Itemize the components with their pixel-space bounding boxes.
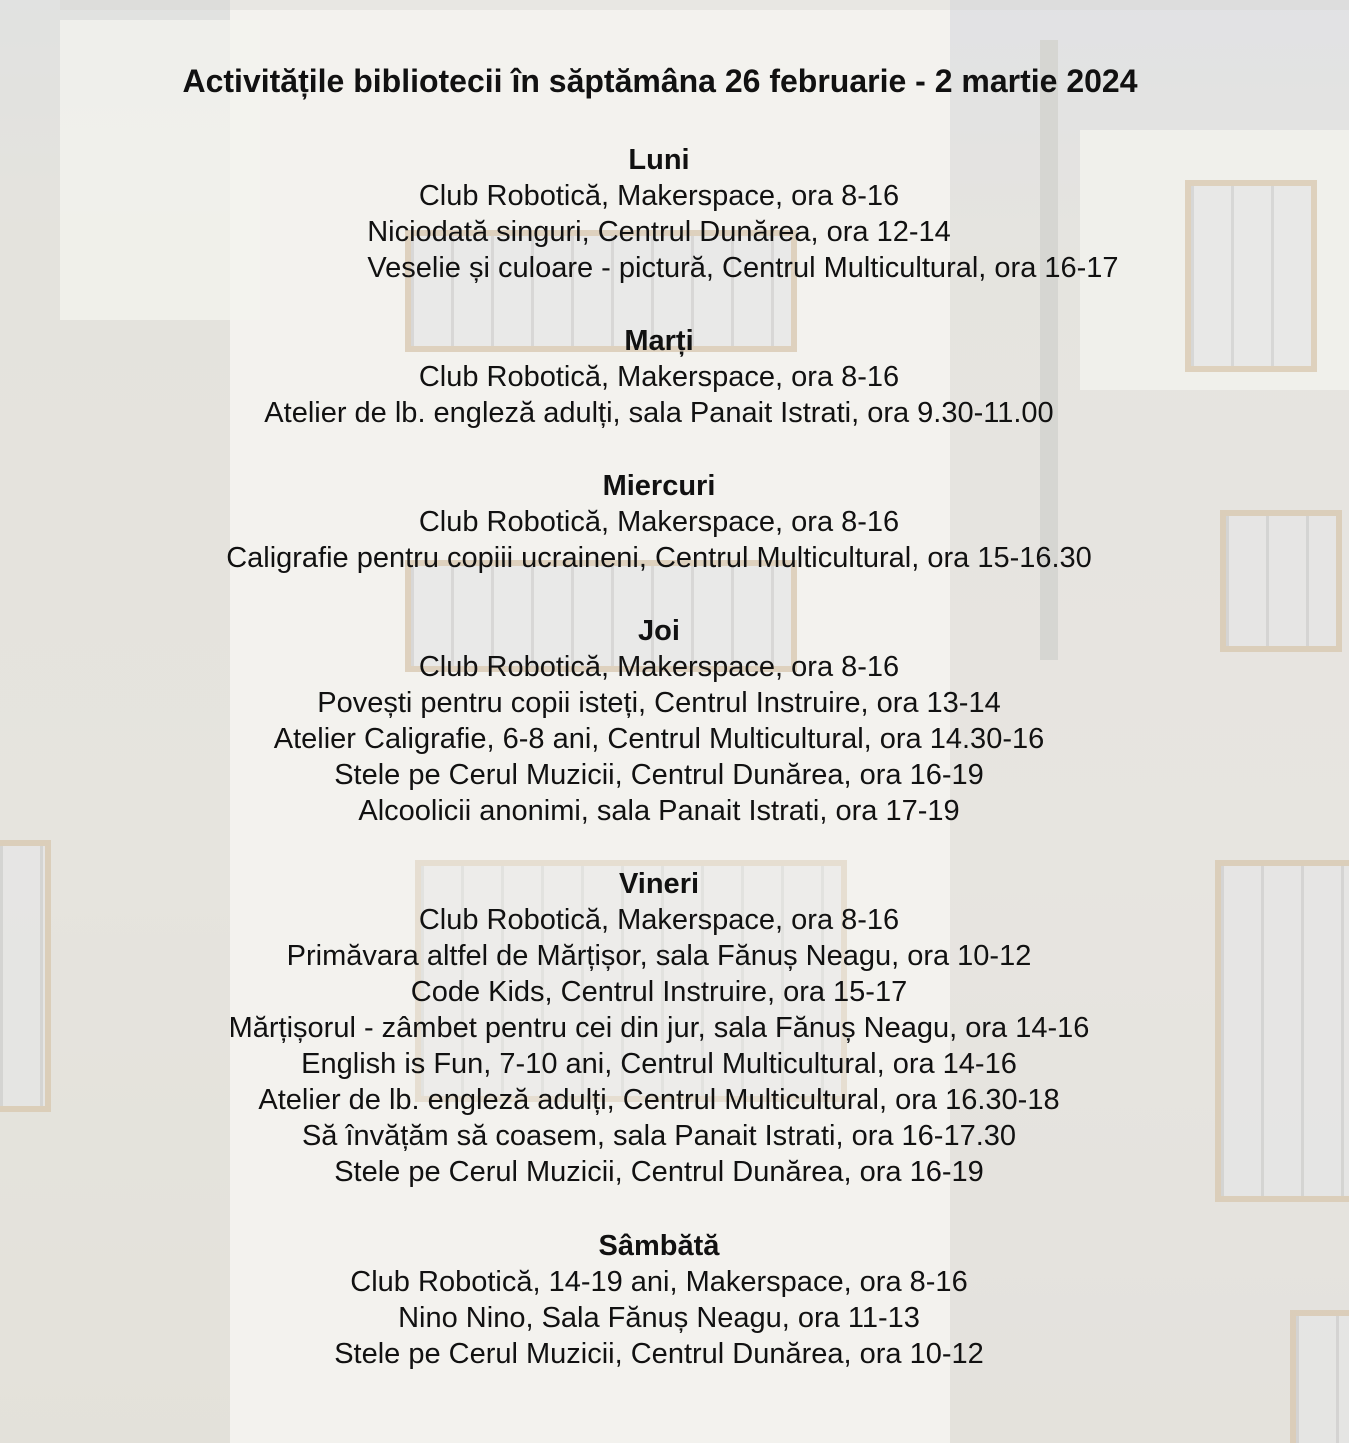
poster-title: Activitățile bibliotecii în săptămâna 26 februarie - 2 martie 2024 <box>182 63 1138 99</box>
activity-item: Club Robotică, 14-19 ani, Makerspace, ora 8-16 <box>350 1266 968 1298</box>
day-joi <box>0 613 1318 829</box>
activity-item: Stele pe Cerul Muzicii, Centrul Dunărea, ora 10-12 <box>334 1338 984 1370</box>
activity-item: Atelier Caligrafie, 6-8 ani, Centrul Multicultural, ora 14.30-16 <box>273 723 1045 755</box>
activity-item: Atelier de lb. engleză adulți, sala Panait Istrati, ora 9.30-11.00 <box>264 397 1054 429</box>
day-name: Vineri <box>618 868 700 900</box>
day-name: Marți <box>624 325 694 357</box>
day-marti <box>0 323 1318 431</box>
activity-item: Veselie și culoare - pictură, Centrul Multicultural, ora 16-17 <box>367 252 1119 284</box>
activity-item: Nino Nino, Sala Fănuș Neagu, ora 11-13 <box>398 1302 920 1334</box>
activity-item: Mărțișorul - zâmbet pentru cei din jur, sala Fănuș Neagu, ora 14-16 <box>228 1012 1090 1044</box>
day-sambata <box>0 1228 1318 1372</box>
activity-item: Povești pentru copii isteți, Centrul Instruire, ora 13-14 <box>317 687 1001 719</box>
activity-item: Club Robotică, Makerspace, ora 8-16 <box>418 651 900 683</box>
activity-item: Club Robotică, Makerspace, ora 8-16 <box>418 904 900 936</box>
activity-item: Să învățăm să coasem, sala Panait Istrati, ora 16-17.30 <box>301 1120 1017 1152</box>
day-name: Sâmbătă <box>598 1230 720 1262</box>
activity-item: Stele pe Cerul Muzicii, Centrul Dunărea, ora 16-19 <box>334 1156 984 1188</box>
day-luni <box>0 142 1318 286</box>
activity-item: Club Robotică, Makerspace, ora 8-16 <box>418 361 900 393</box>
activity-item: Caligrafie pentru copiii ucraineni, Centrul Multicultural, ora 15-16.30 <box>226 542 1092 574</box>
activity-item: Stele pe Cerul Muzicii, Centrul Dunărea, ora 16-19 <box>334 759 984 791</box>
activity-item: English is Fun, 7-10 ani, Centrul Multicultural, ora 14-16 <box>301 1048 1017 1080</box>
day-vineri <box>0 866 1318 1190</box>
day-name: Joi <box>638 615 680 647</box>
activity-item: Club Robotică, Makerspace, ora 8-16 <box>418 506 900 538</box>
activity-item: Primăvara altfel de Mărțișor, sala Fănuș Neagu, ora 10-12 <box>286 940 1032 972</box>
day-name: Luni <box>628 144 690 176</box>
activity-item: Club Robotică, Makerspace, ora 8-16 <box>418 180 900 212</box>
activity-item: Niciodată singuri, Centrul Dunărea, ora 12-14 <box>367 216 951 248</box>
activity-item: Code Kids, Centrul Instruire, ora 15-17 <box>410 976 908 1008</box>
activity-item: Atelier de lb. engleză adulți, Centrul Multicultural, ora 16.30-18 <box>258 1084 1060 1116</box>
activity-item: Alcoolicii anonimi, sala Panait Istrati, ora 17-19 <box>358 795 960 827</box>
day-miercuri <box>0 468 1318 576</box>
day-name: Miercuri <box>602 470 716 502</box>
